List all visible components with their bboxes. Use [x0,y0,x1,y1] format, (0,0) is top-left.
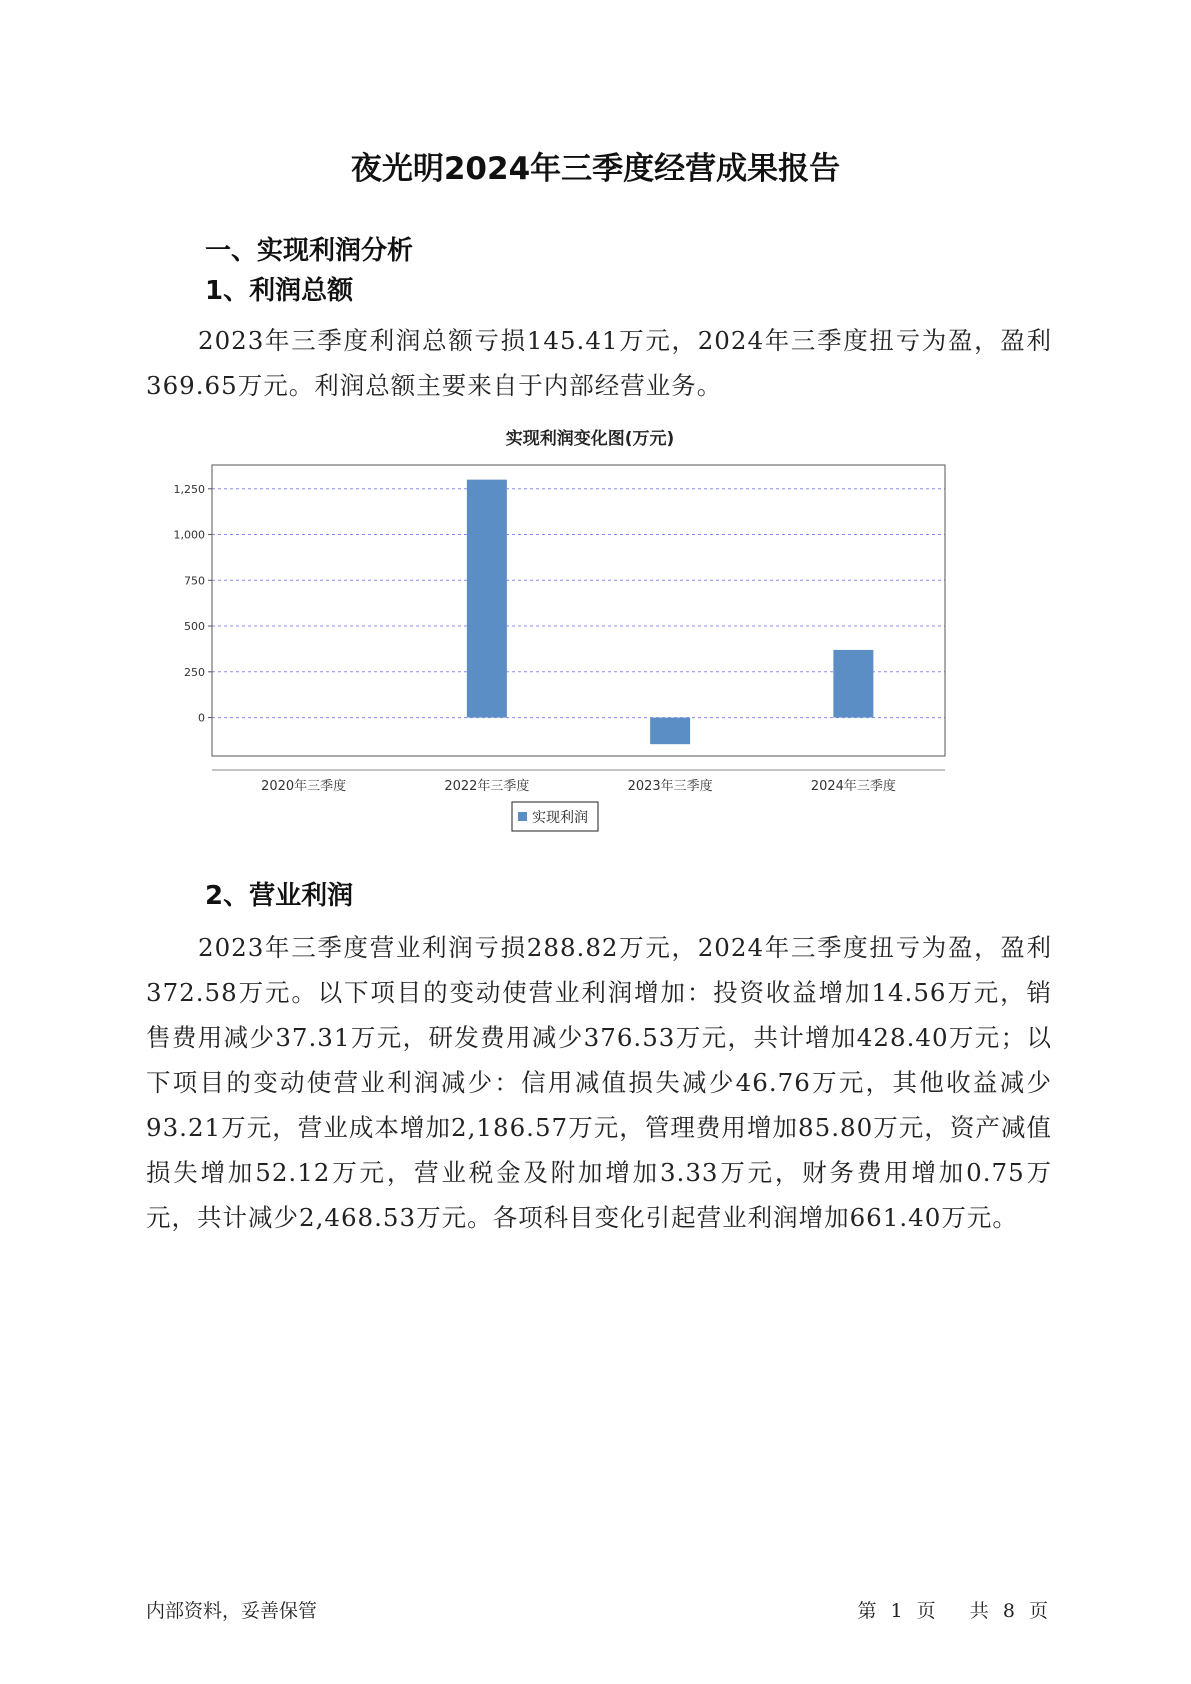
section-heading-profit-analysis: 一、实现利润分析 [205,236,414,266]
page-number: 1 [890,1600,903,1622]
x-tick-label: 2020年三季度 [261,779,347,794]
subsection-heading-operating-profit: 2、营业利润 [205,881,354,911]
y-tick-label: 500 [184,620,205,634]
chart-legend [512,802,598,831]
y-axis-ticks [174,483,213,725]
y-tick-label: 0 [198,711,205,725]
bar-3 [650,718,690,745]
page-prefix: 第 [857,1600,877,1622]
total-profit-paragraph: 2023年三季度利润总额亏损145.41万元，2024年三季度扭亏为盈，盈利369.65万元。利润总额主要来自于内部经营业务。 [146,326,1052,400]
y-tick-label: 750 [184,574,205,588]
y-tick-label: 1,250 [173,482,205,496]
y-tick-label: 250 [184,665,205,679]
profit-bar-chart [150,429,1030,910]
x-tick-label: 2024年三季度 [810,779,896,794]
bar-4 [833,650,873,718]
chart-bars [284,480,874,745]
bar-2 [467,480,507,718]
total-suffix: 页 [1028,1600,1048,1622]
chart-title: 实现利润变化图(万元) [505,429,675,449]
subsection-heading-total-profit: 1、利润总额 [205,276,354,306]
page-title: 夜光明2024年三季度经营成果报告 [350,151,841,187]
y-tick-label: 1,000 [173,528,205,542]
footer-confidential-note: 内部资料，妥善保管 [146,1600,318,1622]
x-tick-label: 2023年三季度 [627,779,713,794]
legend-swatch [518,812,527,821]
operating-profit-paragraph: 2023年三季度营业利润亏损288.82万元，2024年三季度扭亏为盈，盈利372.58万元。以下项目的变动使营业利润增加：投资收益增加14.56万元，销售费用减少37.31万元，研发费用减少376.53万元，共计增加428.40万元；以下项目的变动使营业利润减少：信用减值损失减少46.76万元，其他收益减少93.21万元，营业成本增加2,186.57万元，管理费用增加85.80万元，资产减值损失增加52.12万元，营业税金及附加增加3.33万元，财务费用增加0.75万元，共计减少2,468.53万元。各项科目变化引起营业利润增加661.40万元。 [146,933,1052,1232]
profit-chart [150,429,1030,910]
total-pages: 8 [1002,1600,1015,1622]
footer-page-info [855,1596,1050,1623]
x-tick-label: 2022年三季度 [444,779,530,794]
x-axis-ticks [261,778,896,794]
legend-label: 实现利润 [532,810,588,826]
page-suffix: 页 [916,1600,936,1622]
total-prefix: 共 [969,1600,989,1622]
